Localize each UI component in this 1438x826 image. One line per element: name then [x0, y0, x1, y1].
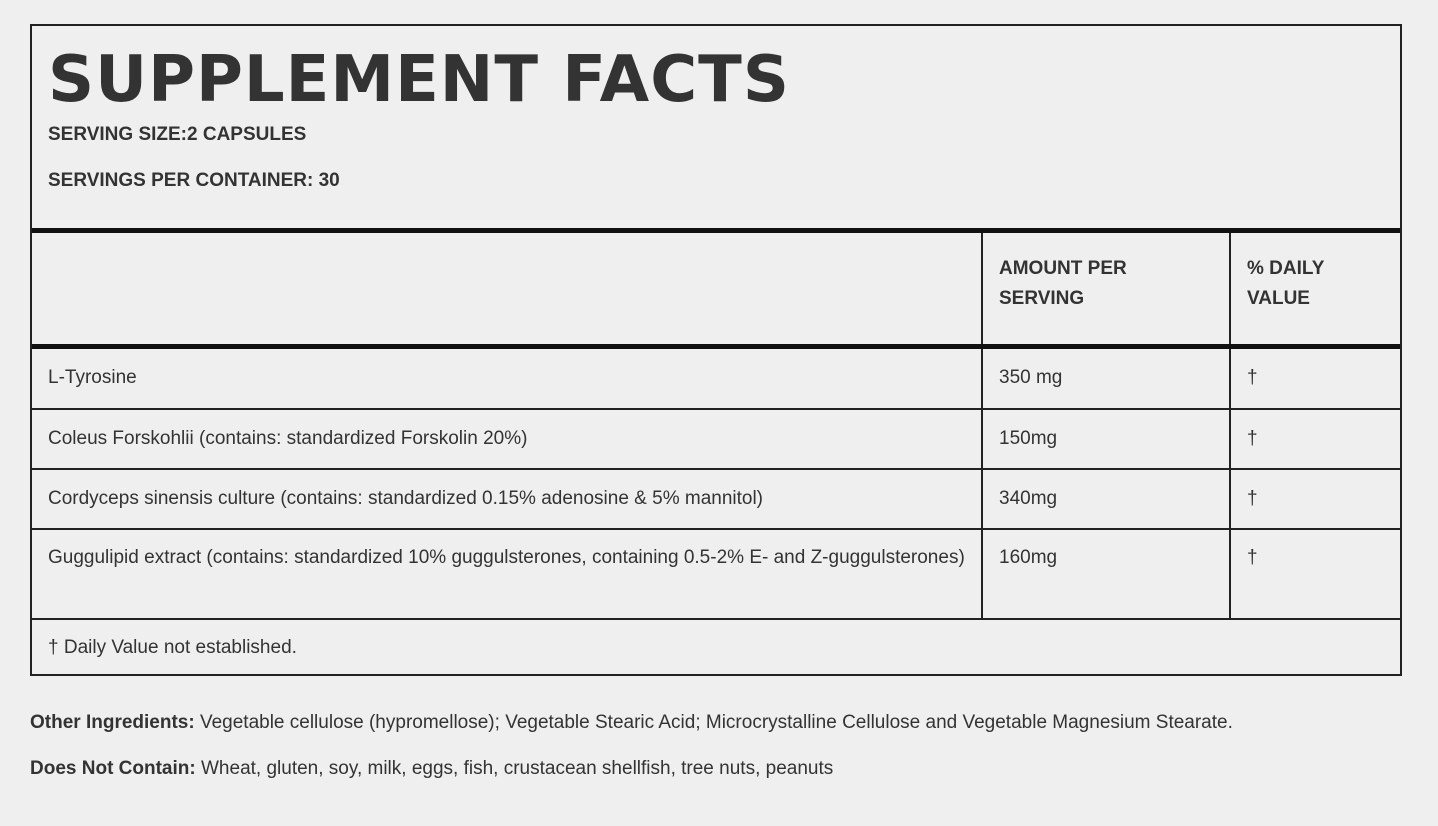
servings-per-container: SERVINGS PER CONTAINER: 30	[48, 170, 340, 191]
table-row	[32, 347, 1400, 409]
ingredient-daily-value: †	[1230, 469, 1400, 529]
ingredient-daily-value: †	[1230, 347, 1400, 409]
ingredient-column-header	[32, 231, 982, 347]
ingredient-name: Guggulipid extract (contains: standardized 10% guggulsterones, containing 0.5-2% E- and Z-guggulsterones)	[32, 529, 982, 619]
footnote-row	[32, 619, 1400, 677]
ingredient-name: Coleus Forskohlii (contains: standardized Forskolin 20%)	[32, 409, 982, 469]
table-row	[32, 469, 1400, 529]
table-header-row	[32, 231, 1400, 347]
ingredient-amount: 340mg	[982, 469, 1230, 529]
other-ingredients	[30, 712, 1233, 734]
ingredient-daily-value: †	[1230, 529, 1400, 619]
ingredient-name: Cordyceps sinensis culture (contains: standardized 0.15% adenosine & 5% mannitol)	[32, 469, 982, 529]
table-row	[32, 409, 1400, 469]
table-row	[32, 529, 1400, 619]
ingredient-daily-value: †	[1230, 409, 1400, 469]
does-not-contain-label: Does Not Contain:	[30, 758, 196, 779]
daily-value-header: % DAILY VALUE	[1230, 231, 1400, 347]
does-not-contain-text: Wheat, gluten, soy, milk, eggs, fish, crustacean shellfish, tree nuts, peanuts	[195, 758, 834, 779]
other-ingredients-text: Vegetable cellulose (hypromellose); Vegetable Stearic Acid; Microcrystalline Cellulose and Vegetable Magnesium Stearate.	[194, 712, 1233, 733]
supplement-facts-table	[32, 228, 1400, 677]
does-not-contain	[30, 758, 833, 780]
ingredient-amount: 350 mg	[982, 347, 1230, 409]
daily-value-footnote: † Daily Value not established.	[48, 636, 297, 658]
supplement-facts-panel	[30, 24, 1402, 676]
ingredient-name: L-Tyrosine	[32, 347, 982, 409]
serving-size: SERVING SIZE:2 CAPSULES	[48, 124, 307, 145]
amount-per-serving-header: AMOUNT PER SERVING	[982, 231, 1230, 347]
ingredient-amount: 150mg	[982, 409, 1230, 469]
supplement-facts-title: SUPPLEMENT FACTS	[48, 43, 790, 117]
other-ingredients-label: Other Ingredients:	[30, 712, 195, 733]
ingredient-amount: 160mg	[982, 529, 1230, 619]
